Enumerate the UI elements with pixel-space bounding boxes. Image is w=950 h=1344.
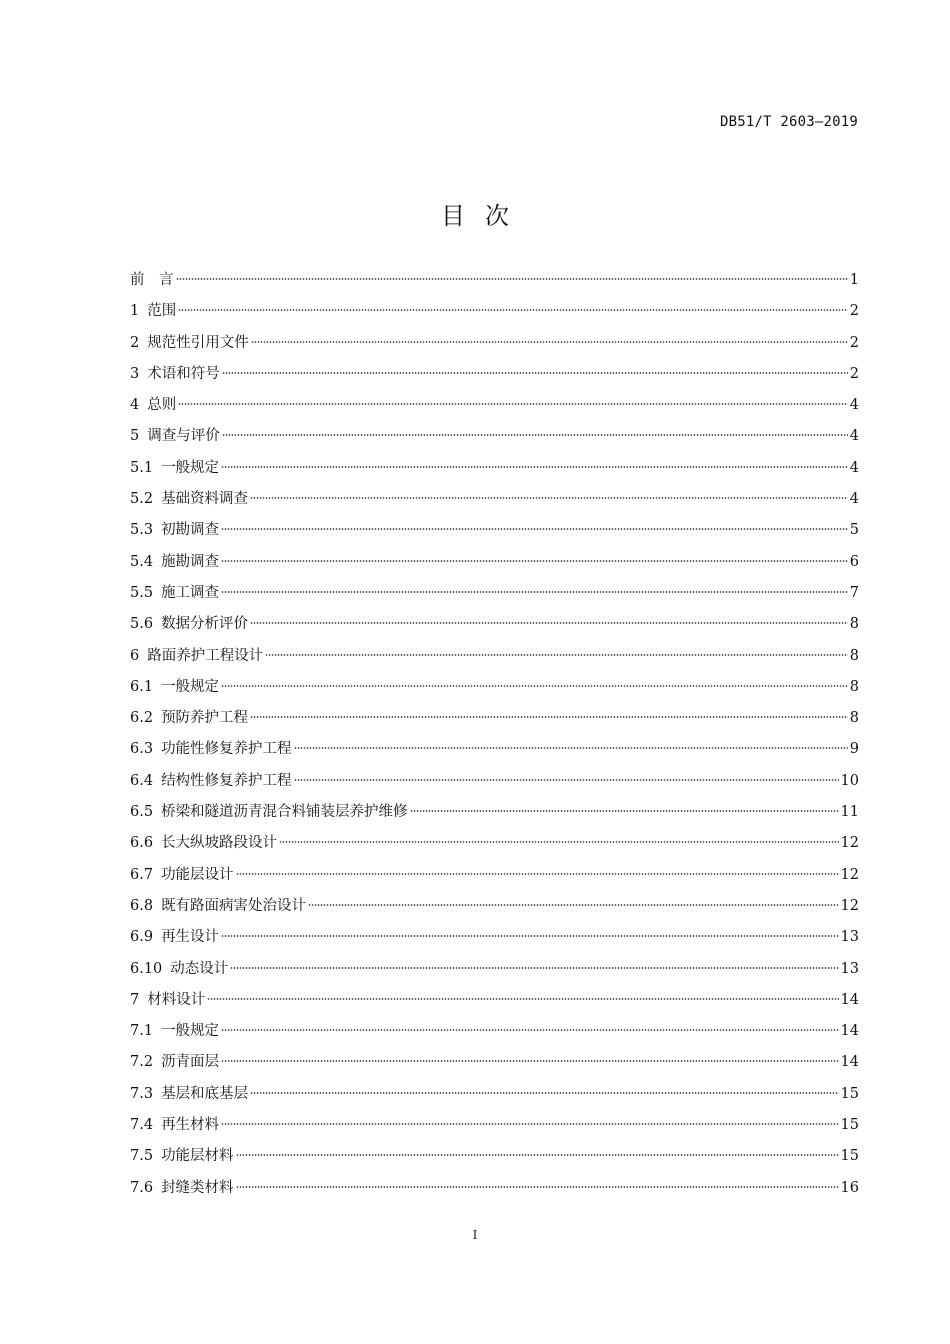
toc-dot-leader (176, 278, 848, 280)
toc-entry-title: 术语和符号 (147, 365, 220, 382)
toc-entry-page: 15 (840, 1085, 859, 1102)
toc-entry-number: 6.9 (130, 929, 154, 946)
toc-dot-leader (250, 497, 848, 499)
toc-entry-title: 沥青面层 (161, 1054, 220, 1071)
toc-entry-number: 6.10 (130, 960, 163, 977)
toc-dot-leader (221, 466, 848, 468)
page-number: I (472, 1228, 478, 1242)
toc-entry-page: 13 (840, 960, 859, 977)
toc-dot-leader (221, 1060, 838, 1062)
toc-entry-page: 12 (840, 897, 859, 914)
toc-entry[interactable] (130, 828, 859, 859)
toc-entry[interactable] (130, 797, 859, 828)
toc-entry-number: 5.5 (130, 584, 154, 601)
document-code: DB51/T 2603—2019 (719, 114, 858, 130)
toc-dot-leader (230, 967, 838, 969)
toc-entry[interactable] (130, 609, 859, 640)
toc-entry-page: 1 (849, 272, 859, 288)
toc-entry-title: 前 言 (130, 272, 174, 288)
toc-entry-page: 7 (849, 584, 859, 601)
toc-entry-page: 4 (849, 459, 859, 476)
toc-dot-leader (221, 935, 838, 937)
toc-dot-leader (279, 841, 838, 843)
toc-entry-number: 7.1 (130, 1023, 154, 1040)
toc-dot-leader (265, 654, 848, 656)
toc-entry[interactable] (130, 672, 859, 703)
toc-entry[interactable] (130, 359, 859, 390)
toc-entry[interactable] (130, 734, 859, 765)
toc-entry-title: 再生材料 (161, 1117, 220, 1134)
toc-entry-number: 6.4 (130, 772, 154, 789)
toc-entry-title: 预防养护工程 (161, 710, 249, 727)
toc-entry[interactable] (130, 922, 859, 953)
toc-entry-number: 5.2 (130, 491, 154, 508)
toc-entry[interactable] (130, 296, 859, 327)
toc-entry-title: 既有路面病害处治设计 (161, 897, 307, 914)
toc-entry-number: 6.5 (130, 804, 154, 821)
toc-entry[interactable] (130, 421, 859, 452)
toc-entry-title: 长大纵坡路段设计 (161, 835, 278, 852)
toc-entry[interactable] (130, 1173, 859, 1204)
toc-entry[interactable] (130, 328, 859, 359)
toc-entry-number: 6.3 (130, 741, 154, 758)
toc-dot-leader (294, 747, 848, 749)
toc-entry[interactable] (130, 515, 859, 546)
toc-entry-number: 7.5 (130, 1148, 154, 1165)
toc-entry-page: 15 (840, 1117, 859, 1134)
toc-entry-number: 5.3 (130, 522, 154, 539)
toc-entry-title: 功能层材料 (161, 1148, 234, 1165)
toc-entry-number: 7 (130, 991, 140, 1008)
toc-entry-number: 5.1 (130, 459, 154, 476)
toc-entry-page: 14 (840, 1054, 859, 1071)
toc-entry-page: 2 (849, 365, 859, 382)
toc-entry-title: 路面养护工程设计 (147, 647, 264, 664)
toc-entry[interactable] (130, 860, 859, 891)
toc-entry-title: 规范性引用文件 (147, 334, 249, 351)
toc-entry-page: 4 (849, 397, 859, 414)
toc-entry-page: 6 (849, 553, 859, 570)
toc-entry-number: 7.6 (130, 1179, 154, 1196)
toc-entry-number: 6.7 (130, 866, 154, 883)
toc-entry-page: 2 (849, 334, 859, 351)
toc-entry-page: 13 (840, 929, 859, 946)
toc-entry-title: 封缝类材料 (161, 1179, 234, 1196)
toc-entry-number: 2 (130, 334, 140, 351)
toc-dot-leader (222, 434, 848, 436)
toc-entry-page: 14 (840, 1023, 859, 1040)
toc-entry-title: 范围 (147, 303, 177, 320)
toc-entry-page: 8 (849, 647, 859, 664)
toc-entry-number: 4 (130, 397, 140, 414)
toc-entry[interactable] (130, 766, 859, 797)
toc-entry-page: 8 (849, 710, 859, 727)
toc-entry-title: 动态设计 (170, 960, 229, 977)
toc-dot-leader (236, 1186, 839, 1188)
toc-entry-title: 再生设计 (161, 929, 220, 946)
toc-entry[interactable] (130, 703, 859, 734)
toc-dot-leader (236, 1154, 839, 1156)
toc-dot-leader (236, 873, 839, 875)
toc-entry[interactable] (130, 985, 859, 1016)
toc-dot-leader (250, 716, 848, 718)
toc-dot-leader (221, 528, 848, 530)
toc-entry-title: 总则 (147, 397, 177, 414)
toc-dot-leader (221, 685, 848, 687)
toc-entry-number: 6.2 (130, 710, 154, 727)
toc-entry[interactable] (130, 1141, 859, 1172)
toc-dot-leader (410, 810, 839, 812)
toc-entry[interactable] (130, 453, 859, 484)
toc-dot-leader (178, 403, 848, 405)
toc-dot-leader (294, 779, 839, 781)
toc-entry-title: 功能性修复养护工程 (161, 741, 292, 758)
toc-entry-page: 8 (849, 678, 859, 695)
toc-entry[interactable] (130, 265, 859, 296)
toc-entry-title: 一般规定 (161, 678, 220, 695)
toc-entry-number: 6.6 (130, 835, 154, 852)
toc-entry-page: 9 (849, 741, 859, 758)
toc-entry-number: 5 (130, 428, 140, 445)
toc-dot-leader (221, 591, 848, 593)
toc-dot-leader (221, 560, 848, 562)
toc-entry[interactable] (130, 1079, 859, 1110)
page-title: 目次 (441, 202, 529, 230)
toc-entry-number: 3 (130, 365, 140, 382)
toc-dot-leader (207, 998, 838, 1000)
toc-entry-page: 11 (840, 804, 859, 821)
toc-entry-page: 4 (849, 428, 859, 445)
toc-entry[interactable] (130, 547, 859, 578)
toc-entry-title: 施勘调查 (161, 553, 220, 570)
toc-entry[interactable] (130, 954, 859, 985)
toc-entry[interactable] (130, 1047, 859, 1078)
toc-entry-title: 功能层设计 (161, 866, 234, 883)
toc-entry-page: 12 (840, 866, 859, 883)
toc-entry[interactable] (130, 1110, 859, 1141)
toc-entry-title: 基础资料调查 (161, 491, 249, 508)
toc-entry-title: 结构性修复养护工程 (161, 772, 292, 789)
toc-entry-number: 5.4 (130, 553, 154, 570)
toc-entry-number: 6 (130, 647, 140, 664)
toc-entry-title: 数据分析评价 (161, 616, 249, 633)
toc-entry-title: 一般规定 (161, 1023, 220, 1040)
toc-entry-page: 12 (840, 835, 859, 852)
toc-entry-page: 14 (840, 991, 859, 1008)
toc-entry[interactable] (130, 390, 859, 421)
toc-entry-number: 7.3 (130, 1085, 154, 1102)
toc-entry-page: 5 (849, 522, 859, 539)
toc-entry[interactable] (130, 578, 859, 609)
toc-entry-page: 16 (840, 1179, 859, 1196)
toc-entry-number: 6.8 (130, 897, 154, 914)
toc-dot-leader (308, 904, 838, 906)
toc-dot-leader (221, 1029, 838, 1031)
toc-entry-page: 4 (849, 491, 859, 508)
toc-entry-page: 15 (840, 1148, 859, 1165)
toc-entry-title: 施工调查 (161, 584, 220, 601)
toc-dot-leader (221, 1123, 838, 1125)
toc-entry-number: 6.1 (130, 678, 154, 695)
toc-dot-leader (250, 1092, 838, 1094)
table-of-contents (130, 265, 859, 1204)
toc-entry-title: 基层和底基层 (161, 1085, 249, 1102)
toc-entry[interactable] (130, 641, 859, 672)
toc-entry-number: 7.4 (130, 1117, 154, 1134)
toc-dot-leader (250, 622, 848, 624)
toc-entry[interactable] (130, 1016, 859, 1047)
toc-dot-leader (222, 372, 848, 374)
toc-dot-leader (178, 309, 848, 311)
toc-entry-title: 调查与评价 (147, 428, 220, 445)
toc-entry-title: 初勘调查 (161, 522, 220, 539)
toc-entry-page: 10 (840, 772, 859, 789)
toc-entry-number: 7.2 (130, 1054, 154, 1071)
toc-entry[interactable] (130, 484, 859, 515)
toc-entry-title: 桥梁和隧道沥青混合料铺装层养护维修 (161, 804, 408, 821)
toc-entry[interactable] (130, 891, 859, 922)
toc-entry-page: 8 (849, 616, 859, 633)
toc-entry-page: 2 (849, 303, 859, 320)
toc-entry-number: 1 (130, 303, 140, 320)
toc-entry-title: 一般规定 (161, 459, 220, 476)
toc-entry-title: 材料设计 (147, 991, 206, 1008)
toc-dot-leader (251, 341, 848, 343)
toc-entry-number: 5.6 (130, 616, 154, 633)
